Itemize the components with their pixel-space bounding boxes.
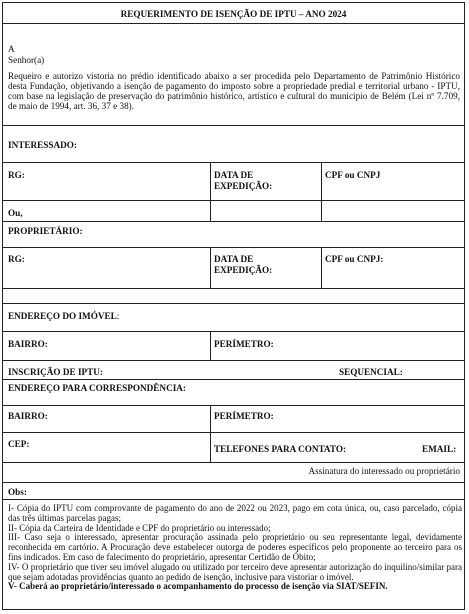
- divider: [3, 482, 464, 483]
- interessado-rg-field[interactable]: RG:: [8, 170, 25, 180]
- divider: [3, 331, 464, 332]
- interessado-data-expedicao-label: DATA DE: [214, 170, 254, 180]
- telefones-contato-field[interactable]: TELEFONES PARA CONTATO:: [214, 444, 347, 454]
- endereco-imovel-colon: :: [116, 311, 120, 321]
- email-field[interactable]: EMAIL:: [422, 444, 457, 454]
- divider: [3, 405, 464, 406]
- proprietario-data-expedicao-label: DATA DE: [214, 254, 254, 264]
- obs-item-3: III- Caso seja o interessado, apresentar procuração assinada pelo proprietário ou seu representante legal, devidamente reconhecida em cartório. A Procuração deve estabelecer outorga de poderes específicos pelo proponente ao terceiro para os fins indicados. Em caso de falecimento do proprietário, apresentar Certidão de Óbito;: [8, 532, 462, 562]
- divider: [3, 379, 464, 380]
- sequencial-field[interactable]: SEQUENCIAL:: [339, 367, 403, 377]
- addressee-line-1: A: [8, 44, 15, 54]
- obs-item-2: II- Cópia da Carteira de Identidade e CPF do proprietário ou interessado;: [8, 522, 271, 533]
- correspondencia-bairro-field[interactable]: BAIRRO:: [8, 411, 48, 421]
- divider: [210, 247, 211, 288]
- divider: [3, 23, 464, 24]
- divider: [3, 200, 464, 201]
- form-title: REQUERIMENTO DE ISENÇÃO DE IPTU – ANO 2024: [120, 9, 347, 19]
- interessado-data-expedicao-field[interactable]: EXPEDIÇÃO:: [214, 181, 273, 191]
- cep-field[interactable]: CEP:: [8, 439, 30, 449]
- interessado-section-label: INTERESSADO:: [8, 140, 77, 150]
- divider: [3, 432, 464, 433]
- addressee-line-2: Senhor(a): [8, 55, 45, 65]
- signature-line[interactable]: Assinatura do interessado ou proprietário: [308, 466, 460, 476]
- imovel-perimetro-field[interactable]: PERÍMETRO:: [214, 339, 274, 349]
- proprietario-rg-field[interactable]: RG:: [8, 254, 25, 264]
- imovel-bairro-field[interactable]: BAIRRO:: [8, 339, 48, 349]
- iptu-exemption-form: [2, 2, 465, 610]
- endereco-imovel-field[interactable]: [8, 311, 119, 322]
- divider: [3, 499, 464, 500]
- divider: [3, 462, 464, 463]
- interessado-cpf-cnpj-field[interactable]: CPF ou CNPJ: [325, 170, 381, 180]
- obs-final-note: V- Caberá ao proprietário/interessado o acompanhamento do processo de isenção via SIAT/SEFIN.: [8, 581, 388, 592]
- divider: [3, 303, 464, 304]
- divider: [210, 331, 211, 360]
- divider: [210, 162, 211, 221]
- proprietario-section-label: PROPRIETÁRIO:: [8, 226, 83, 236]
- request-paragraph: Requeiro e autorizo vistoria no prédio identificado abaixo a ser procedida pelo Departamento de Patrimônio Histórico desta Fundação, objetivando a isenção de pagamento do imposto sobre a propriedade predial e territorial urbano - IPTU, com base na legislação de preservação do patrimônio histórico, artístico e cultural do município de Belém (Lei nº 7.709, de maio de 1994, art. 36, 37 e 38).: [8, 71, 460, 112]
- obs-item-1: I- Cópia do IPTU com comprovante de pagamento do ano de 2022 ou 2023, pago em cota única, ou, caso parcelado, cópia das três últimas parcelas pagas;: [8, 503, 462, 523]
- divider: [3, 288, 464, 289]
- endereco-imovel-label: ENDEREÇO DO IMÓVEL: [8, 311, 117, 321]
- divider: [3, 360, 464, 361]
- proprietario-cpf-cnpj-field[interactable]: CPF ou CNPJ:: [325, 254, 384, 264]
- divider: [3, 162, 464, 163]
- divider: [321, 247, 322, 288]
- inscricao-iptu-field[interactable]: INSCRIÇÃO DE IPTU:: [8, 367, 103, 377]
- obs-list: [8, 504, 462, 592]
- proprietario-data-expedicao-field[interactable]: EXPEDIÇÃO:: [214, 265, 273, 275]
- divider: [3, 125, 464, 126]
- obs-label: Obs:: [8, 487, 27, 497]
- divider: [321, 162, 322, 221]
- correspondencia-perimetro-field[interactable]: PERÍMETRO:: [214, 411, 274, 421]
- endereco-correspondencia-field[interactable]: ENDEREÇO PARA CORRESPONDÊNCIA:: [8, 383, 186, 393]
- interessado-ou-label: Ou,: [8, 208, 23, 218]
- divider: [3, 247, 464, 248]
- obs-item-4: IV- O proprietário que tiver seu imóvel alugado ou utilizado por terceiro deve apresentar autorização do inquilino/similar para que sejam adotadas providências quanto ao pedido de isenção, inclusive para vistoriar o imóvel.: [8, 561, 462, 582]
- divider: [210, 405, 211, 462]
- divider: [3, 221, 464, 222]
